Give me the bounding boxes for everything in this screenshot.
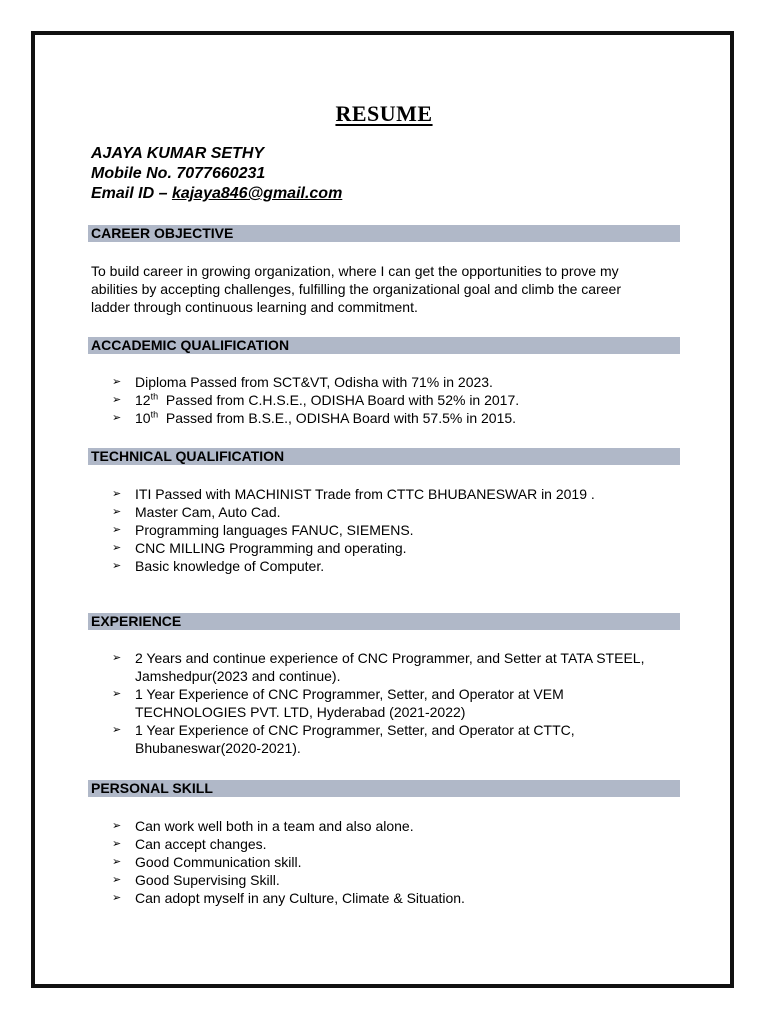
list-item: ➢ 1 Year Experience of CNC Programmer, Setter, and Operator at CTTC, Bhubaneswar(2020-2021). [112,722,575,756]
section-heading-academic: ACCADEMIC QUALIFICATION [88,337,680,354]
list-item: ➢ 2 Years and continue experience of CNC Programmer, and Setter at TATA STEEL, Jamshedpur(2023 and continue). [112,650,645,684]
email-link[interactable]: kajaya846@gmail.com [171,185,343,202]
list-item: ➢ ITI Passed with MACHINIST Trade from CTTC BHUBANESWAR in 2019 . [112,486,595,502]
arrow-bullet-icon: ➢ [112,874,122,886]
section-heading-career-objective: CAREER OBJECTIVE [88,225,680,242]
career-objective-text: To build career in growing organization, where I can get the opportunities to prove my abilities by accepting challenges, fulfilling the organizational goal and climb the career ladder through continuous learning and commitment. [91,263,621,315]
arrow-bullet-icon: ➢ [112,488,122,500]
arrow-bullet-icon: ➢ [112,856,122,868]
list-item: ➢ Can accept changes. [112,836,267,852]
list-item: ➢ Good Supervising Skill. [112,872,280,888]
arrow-bullet-icon: ➢ [112,820,122,832]
experience-list [110,649,655,757]
list-item: ➢ CNC MILLING Programming and operating. [112,540,407,556]
technical-list [110,485,595,575]
list-item: ➢ 12th Passed from C.H.S.E., ODISHA Board with 52% in 2017. [112,391,520,408]
list-item: ➢ Can adopt myself in any Culture, Climate & Situation. [112,890,465,906]
resume-title: RESUME [335,101,433,126]
email-label: Email ID – [91,185,168,202]
list-item: ➢ Can work well both in a team and also alone. [112,818,414,834]
section-heading-personal-skill: PERSONAL SKILL [88,780,680,797]
arrow-bullet-icon: ➢ [112,892,122,904]
arrow-bullet-icon: ➢ [112,652,122,664]
arrow-bullet-icon: ➢ [112,506,122,518]
arrow-bullet-icon: ➢ [112,724,122,736]
arrow-bullet-icon: ➢ [112,560,122,572]
arrow-bullet-icon: ➢ [112,412,122,424]
arrow-bullet-icon: ➢ [112,524,122,536]
arrow-bullet-icon: ➢ [112,394,122,406]
list-item: ➢ Programming languages FANUC, SIEMENS. [112,522,414,538]
academic-list [110,373,519,427]
list-item: ➢ Good Communication skill. [112,854,302,870]
section-heading-technical: TECHNICAL QUALIFICATION [88,448,680,465]
list-item: ➢ Diploma Passed from SCT&VT, Odisha with 71% in 2023. [112,374,493,390]
list-item: ➢ Master Cam, Auto Cad. [112,504,281,520]
mobile-number: 7077660231 [176,165,266,182]
arrow-bullet-icon: ➢ [112,542,122,554]
section-heading-experience: EXPERIENCE [88,613,680,630]
mobile-line [91,164,342,184]
candidate-name: AJAYA KUMAR SETHY [91,145,265,162]
list-item: ➢ 1 Year Experience of CNC Programmer, Setter, and Operator at VEM TECHNOLOGIES PVT. LTD, Hyderabad (2021-2022) [112,686,564,720]
arrow-bullet-icon: ➢ [112,688,122,700]
arrow-bullet-icon: ➢ [112,376,122,388]
list-item: ➢ 10th Passed from B.S.E., ODISHA Board with 57.5% in 2015. [112,409,517,426]
arrow-bullet-icon: ➢ [112,838,122,850]
contact-header [91,144,342,204]
mobile-label: Mobile No. [91,165,172,182]
email-line [91,184,342,204]
list-item: ➢ Basic knowledge of Computer. [112,558,325,574]
personal-skill-list [110,817,465,907]
